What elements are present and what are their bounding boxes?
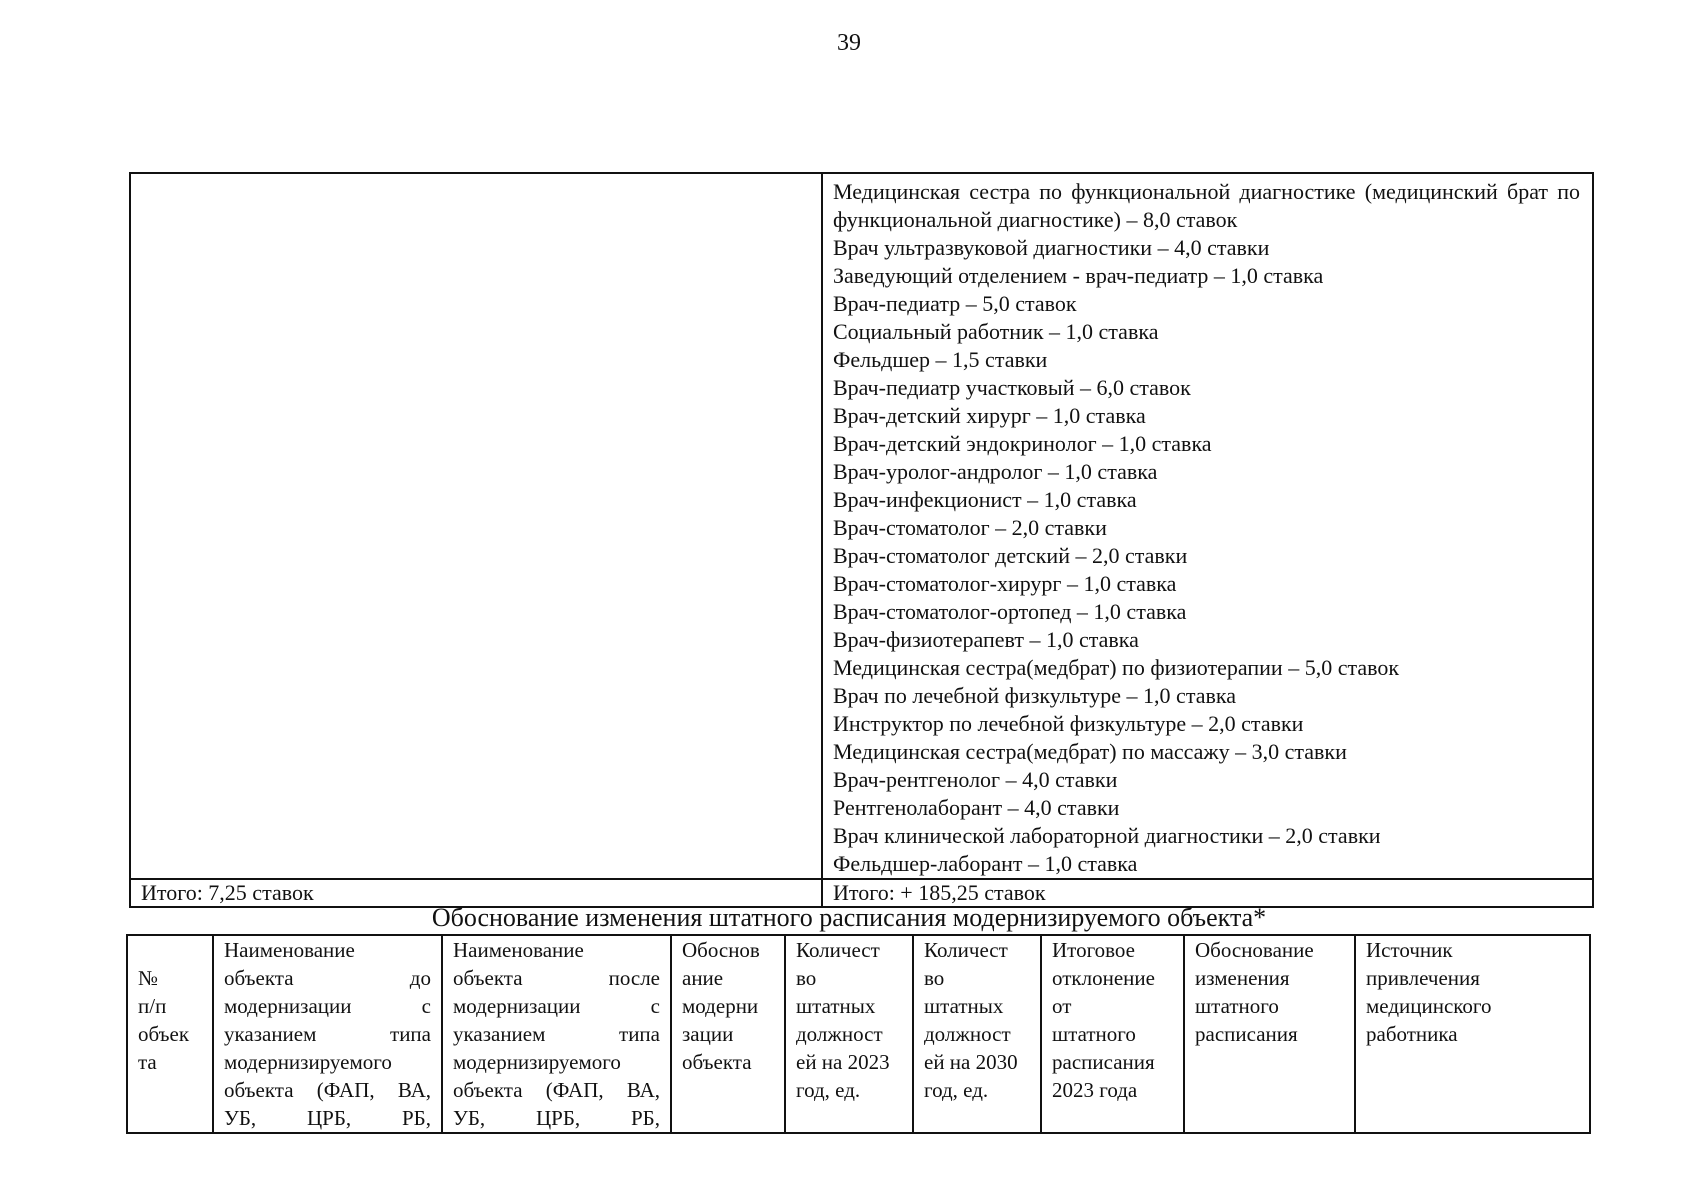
- header-text-line: Обоснов: [682, 938, 760, 962]
- header-num: [127, 935, 213, 1133]
- position-item: Медицинская сестра(медбрат) по физиотерапии – 5,0 ставок: [833, 655, 1400, 680]
- before-cell: [130, 173, 822, 879]
- header-text-line: объекта: [682, 1050, 752, 1074]
- page-number: 39: [837, 30, 861, 56]
- position-item: Медицинская сестра по функциональной диагностике (медицинский брат по функциональной диагностике) – 8,0 ставок: [833, 179, 1580, 232]
- header-text-line: должност: [924, 1022, 1011, 1046]
- header-rationale: [671, 935, 785, 1133]
- position-item: Врач-стоматолог-хирург – 1,0 ставка: [833, 571, 1177, 596]
- position-item: Медицинская сестра(медбрат) по массажу – 3,0 ставки: [833, 739, 1347, 764]
- header-schedule-change: [1184, 935, 1355, 1133]
- header-text-line: та: [138, 1050, 157, 1074]
- header-text-line: УБ, ЦРБ, РБ,: [453, 1106, 660, 1130]
- header-text-line: УБ, ЦРБ, РБ,: [224, 1106, 431, 1130]
- position-item: Врач-стоматолог – 2,0 ставки: [833, 515, 1107, 540]
- header-text-line: должност: [796, 1022, 883, 1046]
- header-text-line: изменения: [1195, 966, 1290, 990]
- position-item: Врач-педиатр участковый – 6,0 ставок: [833, 375, 1191, 400]
- header-object-before: [213, 935, 442, 1133]
- header-text-line: привлечения: [1366, 966, 1480, 990]
- header-text-line: во: [796, 966, 817, 990]
- position-item: Фельдшер-лаборант – 1,0 ставка: [833, 851, 1138, 876]
- header-text-line: работника: [1366, 1022, 1458, 1046]
- header-text-line: модерни: [682, 994, 759, 1018]
- header-deviation: [1041, 935, 1184, 1133]
- position-item: Врач ультразвуковой диагностики – 4,0 ставки: [833, 235, 1270, 260]
- header-text-line: Количест: [924, 938, 1008, 962]
- header-text-line: ей на 2030: [924, 1050, 1018, 1074]
- header-text-line: 2023 года: [1052, 1078, 1138, 1102]
- header-text-line: штатных: [796, 994, 876, 1018]
- header-text-line: от: [1052, 994, 1072, 1018]
- position-item: Врач-детский хирург – 1,0 ставка: [833, 403, 1146, 428]
- header-text-line: модернизации с: [224, 994, 431, 1018]
- header-text-line: Итоговое: [1052, 938, 1136, 962]
- header-text-line: №: [138, 966, 159, 990]
- header-text-line: во: [924, 966, 945, 990]
- position-item: Социальный работник – 1,0 ставка: [833, 319, 1159, 344]
- header-text-line: штатного: [1052, 1022, 1136, 1046]
- header-text-line: расписания: [1052, 1050, 1155, 1074]
- header-count-2030: [913, 935, 1041, 1133]
- position-item: Фельдшер – 1,5 ставки: [833, 347, 1048, 372]
- header-text-line: год, ед.: [924, 1078, 989, 1102]
- total-before: Итого: 7,25 ставок: [130, 879, 822, 907]
- after-cell: [822, 173, 1593, 879]
- header-text-line: Источник: [1366, 938, 1453, 962]
- position-item: Инструктор по лечебной физкультуре – 2,0 ставки: [833, 711, 1304, 736]
- header-text-line: отклонение: [1052, 966, 1155, 990]
- header-text-line: Количест: [796, 938, 880, 962]
- header-text-line: указанием типа: [224, 1022, 431, 1046]
- header-text-line: объек: [138, 1022, 190, 1046]
- header-text-line: Обоснование: [1195, 938, 1314, 962]
- header-object-after: [442, 935, 671, 1133]
- header-source: [1355, 935, 1590, 1133]
- position-item: Врач-инфекционист – 1,0 ставка: [833, 487, 1137, 512]
- header-text-line: расписания: [1195, 1022, 1298, 1046]
- header-row: [127, 935, 1590, 1133]
- header-text-line: медицинского: [1366, 994, 1492, 1018]
- header-text-line: объекта (ФАП, ВА,: [224, 1078, 431, 1102]
- position-item: Врач клинической лабораторной диагностики – 2,0 ставки: [833, 823, 1381, 848]
- table-row: [130, 173, 1593, 879]
- position-item: Врач-рентгенолог – 4,0 ставки: [833, 767, 1118, 792]
- header-text-line: объекта до: [224, 966, 431, 990]
- header-text-line: штатных: [924, 994, 1004, 1018]
- header-text-line: год, ед.: [796, 1078, 861, 1102]
- position-item: Врач-стоматолог детский – 2,0 ставки: [833, 543, 1188, 568]
- justification-table: [126, 934, 1591, 1134]
- position-item: Рентгенолаборант – 4,0 ставки: [833, 795, 1120, 820]
- header-text-line: зации: [682, 1022, 734, 1046]
- header-text-line: модернизации с: [453, 994, 660, 1018]
- positions-list: [833, 178, 1580, 878]
- position-item: Врач-уролог-андролог – 1,0 ставка: [833, 459, 1158, 484]
- total-after: Итого: + 185,25 ставок: [822, 879, 1593, 907]
- header-text-line: Наименование: [224, 938, 355, 962]
- header-text-line: объекта после: [453, 966, 660, 990]
- position-item: Врач-детский эндокринолог – 1,0 ставка: [833, 431, 1212, 456]
- header-text-line: ание: [682, 966, 724, 990]
- header-count-2023: [785, 935, 913, 1133]
- header-text-line: Наименование: [453, 938, 584, 962]
- staff-table: [129, 172, 1594, 908]
- position-item: Врач-педиатр – 5,0 ставок: [833, 291, 1077, 316]
- header-text-line: модернизируемого: [453, 1050, 621, 1074]
- header-text-line: штатного: [1195, 994, 1279, 1018]
- section-title: Обоснование изменения штатного расписания модернизируемого объекта*: [431, 903, 1267, 932]
- position-item: Врач-физиотерапевт – 1,0 ставка: [833, 627, 1139, 652]
- header-text-line: объекта (ФАП, ВА,: [453, 1078, 660, 1102]
- header-text-line: модернизируемого: [224, 1050, 392, 1074]
- position-item: Врач-стоматолог-ортопед – 1,0 ставка: [833, 599, 1187, 624]
- header-text-line: ей на 2023: [796, 1050, 890, 1074]
- position-item: Заведующий отделением - врач-педиатр – 1,0 ставка: [833, 263, 1324, 288]
- header-text-line: п/п: [138, 994, 167, 1018]
- position-item: Врач по лечебной физкультуре – 1,0 ставка: [833, 683, 1236, 708]
- header-text-line: указанием типа: [453, 1022, 660, 1046]
